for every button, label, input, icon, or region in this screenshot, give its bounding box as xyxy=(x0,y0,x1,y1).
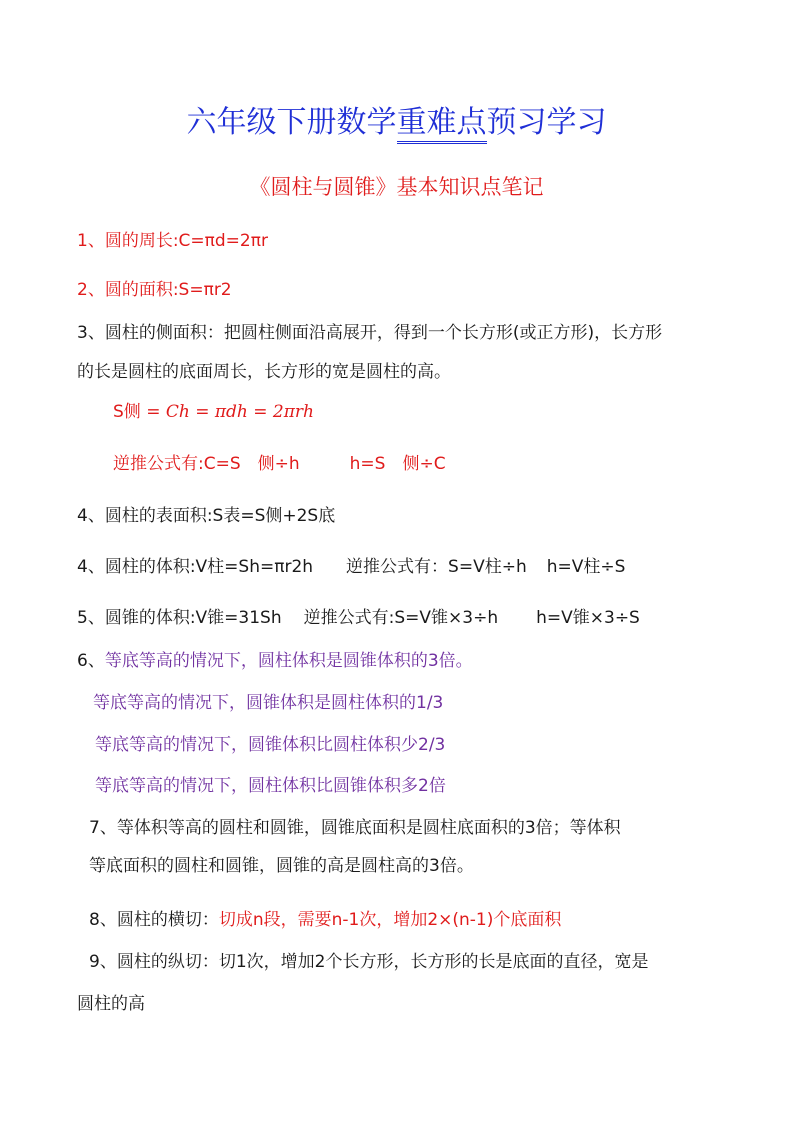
reverse-formula-a: 逆推公式有:C=S 侧÷h xyxy=(113,454,300,474)
item-6-line-2: 等底等高的情况下，圆锥体积是圆柱体积的1/3 xyxy=(93,693,444,713)
item-2-circle-area: 2、圆的面积:S=πr2 xyxy=(77,280,232,300)
page-subtitle: 《圆柱与圆锥》基本知识点笔记 xyxy=(249,175,544,199)
item-5-cone-volume xyxy=(77,607,640,629)
title-underlined-part: 重难点 xyxy=(397,105,487,144)
cylinder-volume-a: 4、圆柱的体积:V柱=Sh=πr2h xyxy=(77,557,314,577)
item-6-line-1 xyxy=(77,650,473,672)
reverse-formula-b: h=S 侧÷C xyxy=(349,454,446,474)
cylinder-volume-c: h=V柱÷S xyxy=(546,557,626,577)
cone-volume-c: h=V锥×3÷S xyxy=(536,608,640,628)
item-6-line-3: 等底等高的情况下，圆锥体积比圆柱体积少2/3 xyxy=(95,735,446,755)
formula-prefix: S侧 xyxy=(113,402,141,422)
cone-volume-b: 逆推公式有:S=V锥×3÷h xyxy=(303,608,499,628)
item-9-line-1: 9、圆柱的纵切：切1次，增加2个长方形，长方形的长是底面的直径，宽是 xyxy=(89,952,649,972)
item-6-line-4: 等底等高的情况下，圆柱体积比圆锥体积多2倍 xyxy=(95,776,446,796)
title-part-1: 六年级下册数学 xyxy=(186,105,397,140)
item-1-circumference: 1、圆的周长:C=πd=2πr xyxy=(77,231,268,251)
item-7-line-1: 7、等体积等高的圆柱和圆锥，圆锥底面积是圆柱底面积的3倍；等体积 xyxy=(89,818,621,838)
item-7-line-2: 等底面积的圆柱和圆锥，圆锥的高是圆柱高的3倍。 xyxy=(89,856,474,876)
item-9-line-2: 圆柱的高 xyxy=(77,994,145,1014)
page-title xyxy=(0,103,793,143)
item-6-text-1: 等底等高的情况下，圆柱体积是圆锥体积的3倍。 xyxy=(104,651,473,671)
item-3-line-1: 3、圆柱的侧面积：把圆柱侧面沿高展开，得到一个长方形(或正方形)，长方形 xyxy=(77,323,663,343)
cylinder-volume-b: 逆推公式有：S=V柱÷h xyxy=(346,557,527,577)
item-6-number: 6、 xyxy=(77,651,105,671)
item-3-reverse-formula xyxy=(113,453,446,475)
item-8-detail: 切成n段，需要n-1次，增加2×(n-1)个底面积 xyxy=(218,910,562,930)
item-8-horizontal-cut xyxy=(89,909,561,931)
item-8-label: 8、圆柱的横切： xyxy=(89,910,219,930)
item-4-surface-area: 4、圆柱的表面积:S表=S侧+2S底 xyxy=(77,506,336,526)
item-3-formula xyxy=(113,401,314,423)
cone-volume-a: 5、圆锥的体积:V锥=31Sh xyxy=(77,608,282,628)
title-part-3: 预习学习 xyxy=(486,105,607,140)
item-4-cylinder-volume xyxy=(77,556,625,578)
formula-rest: = 𝐶ℎ = 𝜋𝑑ℎ = 2𝜋𝑟ℎ xyxy=(146,402,314,422)
item-3-line-2: 的长是圆柱的底面周长，长方形的宽是圆柱的高。 xyxy=(77,362,451,382)
